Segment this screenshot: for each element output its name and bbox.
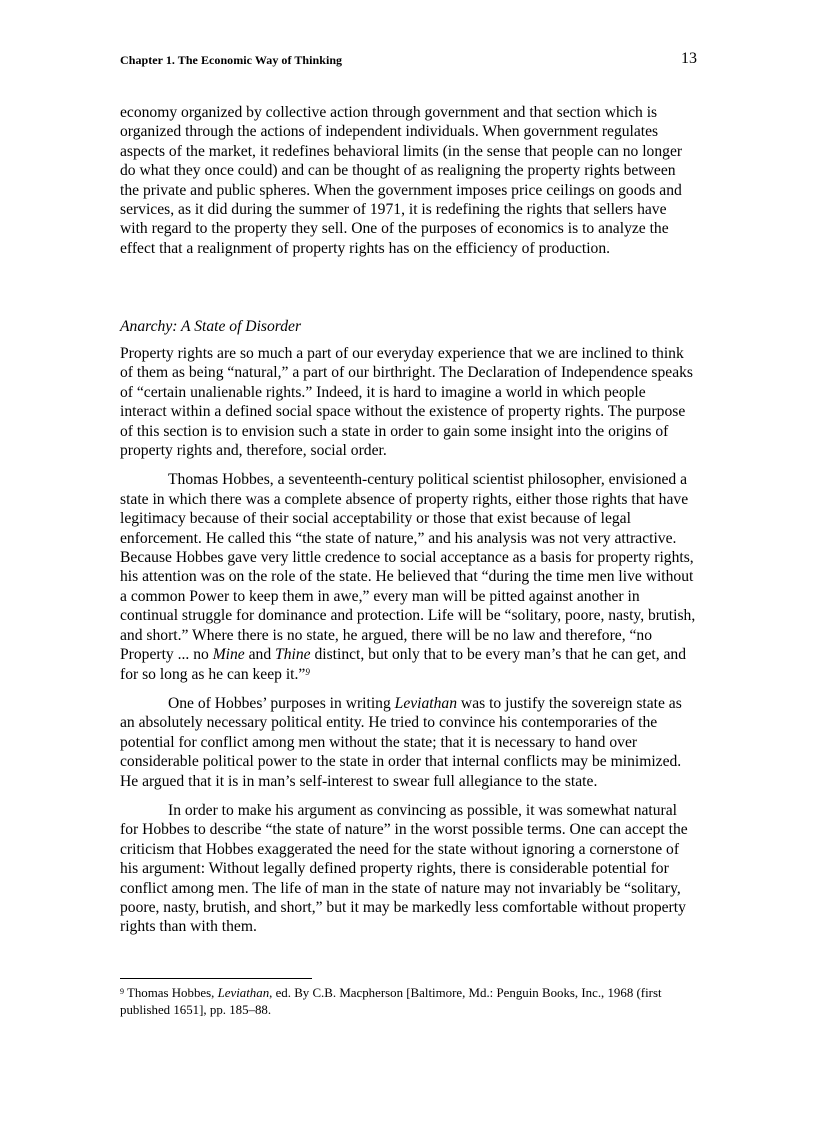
footnote-text-a: Thomas Hobbes, bbox=[124, 986, 218, 1000]
page-number: 13 bbox=[681, 50, 697, 67]
paragraph-2-and: and bbox=[244, 646, 276, 664]
running-head: Chapter 1. The Economic Way of Thinking bbox=[120, 53, 343, 67]
paragraph-3-text-a: One of Hobbes’ purposes in writing bbox=[168, 694, 395, 712]
footnote-divider bbox=[120, 978, 312, 979]
footnote-text-b: , ed. By C.B. Macpherson [Baltimore, Md.: Penguin Books, Inc., 1968 (first published 1651], pp. 185–88. bbox=[120, 986, 662, 1017]
section-heading: Anarchy: A State of Disorder bbox=[120, 318, 302, 335]
intro-paragraph: economy organized by collective action through government and that section which is organized through the actions of independent individuals. When government regulates aspects of the market, it redefines behavioral limits (in the sense that people can no longer do what they once could) and can be thought of as realigning the property rights between the private and public spheres. When the government imposes price ceilings on goods and services, as it did during the summer of 1971, it is redefining the rights that sellers have with regard to the property they sell. One of the purposes of economics is to analyze the effect that a realignment of property rights has on the efficiency of production. bbox=[120, 104, 683, 257]
section-paragraph-4: In order to make his argument as convincing as possible, it was somewhat natural for Hobbes to describe “the state of nature” in the worst possible terms. One can accept the criticism that Hobbes exaggerated the need for the state without ignoring a cornerstone of his argument: Without legally defined property rights, there is considerable potential for conflict among men. The life of man in the state of nature may not invariably be “solitary, poore, nasty, brutish, and short,” but it may be markedly less comfortable without property rights than with them. bbox=[120, 801, 688, 936]
footnote-mark: 9 bbox=[120, 987, 124, 996]
paragraph-2-thine: Thine bbox=[275, 646, 311, 664]
section-paragraph-2 bbox=[120, 470, 696, 683]
section-paragraph-3 bbox=[120, 694, 696, 791]
footnote bbox=[120, 985, 696, 1018]
paragraph-2-text-b: distinct, but only that to be every man’s that he can get, and for so long as he can keep it.” bbox=[120, 646, 687, 683]
footnote-reference[interactable]: 9 bbox=[305, 666, 310, 677]
paragraph-2-mine: Mine bbox=[212, 646, 245, 664]
footnote-title: Leviathan bbox=[217, 986, 270, 1000]
paragraph-3-leviathan: Leviathan bbox=[394, 694, 458, 712]
paragraph-2-text-a: Thomas Hobbes, a seventeenth-century political scientist philosopher, envisioned a state in which there was a complete absence of property rights, either those rights that have legitimacy because of their social acceptability or those that exist because of legal enforcement. He called this “the state of nature,” and his analysis was not very attractive. Because Hobbes gave very little credence to social acceptance as a basis for property rights, his attention was on the role of the state. He believed that “during the time men live without a common Power to keep them in awe,” every man will be pitted against another in continual struggle for dominance and protection. Life will be “solitary, poore, nasty, brutish, and short.” Where there is no state, he argued, there will be no law and therefore, “no Property ... no bbox=[120, 471, 696, 664]
section-body bbox=[120, 344, 696, 947]
paragraph-3-text-b: was to justify the sovereign state as an absolutely necessary political entity. He tried to convince his contemporaries of the potential for conflict among men without the state; that it is necessary to hand over considerable political power to the state in order that internal conflicts may be minimized. He argued that it is in man’s self-interest to swear full allegiance to the state. bbox=[120, 694, 682, 790]
intro-paragraph-block bbox=[120, 103, 696, 268]
section-paragraph-1: Property rights are so much a part of our everyday experience that we are inclined to think of them as being “natural,” a part of our birthright. The Declaration of Independence speaks of “certain unalienable rights.” Indeed, it is hard to imagine a world in which people interact within a defined social space without the existence of property rights. The purpose of this section is to envision such a state in order to gain some insight into the origins of property rights and, therefore, social order. bbox=[120, 345, 693, 460]
